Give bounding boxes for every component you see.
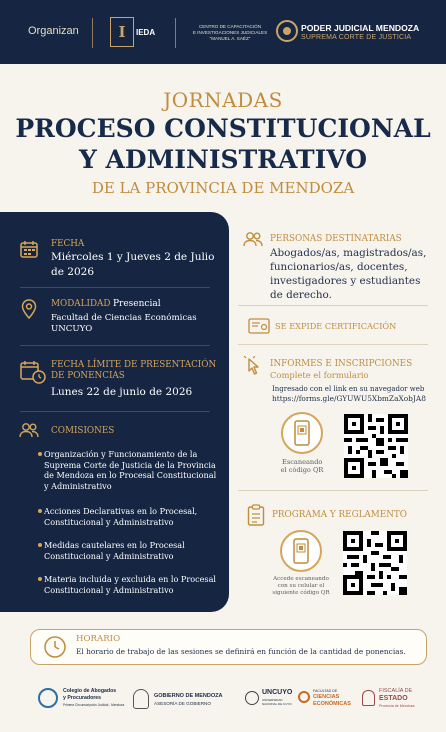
ieda-logo: I — [110, 17, 134, 47]
comision-item: Organización y Funcionamiento de la Suprema Corte de Justicia de la Provincia de Mendoza en lo Procesal Constitucional y Administrativo — [44, 449, 229, 491]
fecha-value: Miércoles 1 y Jueves 2 de Julio — [51, 251, 215, 263]
escaneando-line-1: Escaneando — [282, 458, 323, 466]
certificacion-label: SE EXPIDE CERTIFICACIÓN — [275, 321, 397, 331]
divider — [238, 490, 428, 491]
lugar-line-1: Facultad de Ciencias Económicas — [51, 313, 197, 323]
title-subtitle: DE LA PROVINCIA DE MENDOZA — [91, 179, 355, 197]
uncuyo-seal-icon — [245, 691, 259, 705]
facultad-economicas-logo: FACULTAD DE CIENCIAS ECONÓMICAS — [298, 689, 356, 713]
location-pin-icon — [21, 299, 37, 319]
divider — [20, 345, 210, 346]
accede-line-2: con su celular el — [277, 583, 325, 589]
calendar-clock-icon — [20, 360, 46, 384]
divider — [92, 18, 93, 48]
divider — [238, 305, 428, 306]
pointer-click-icon — [243, 356, 263, 378]
limite-label-1: FECHA LÍMITE DE PRESENTACIÓN — [51, 360, 217, 370]
bullet — [38, 543, 42, 547]
facultad-icon — [298, 691, 310, 703]
fecha-value-2: de 2026 — [51, 266, 94, 278]
programa-label: PROGRAMA Y REGLAMENTO — [272, 510, 407, 520]
divider — [20, 411, 210, 412]
uncuyo-logo: UNCUYO UNIVERSIDAD NACIONAL DE CUYO — [245, 689, 297, 713]
escaneando-line-2: el código QR — [280, 466, 324, 474]
seal-icon — [276, 20, 298, 42]
ingresado-text: Ingresado con el link en su navegador web — [272, 385, 425, 393]
colegio-abogados-logo: Colegio de Abogados y Procuradores Primera Circunscripción Judicial - Mendoza — [38, 687, 126, 711]
qr-code-inscripciones[interactable] — [344, 414, 408, 478]
comision-item: Acciones Declarativas en lo Procesal, Constitucional y Administrativo — [44, 506, 229, 527]
bullet — [38, 452, 42, 456]
form-link[interactable]: https://forms.gle/GYUWU5XbmZaXobJA8 — [272, 394, 426, 403]
poder-judicial-label: PODER JUDICIAL MENDOZA — [301, 23, 420, 33]
qr-code-programa[interactable] — [343, 531, 407, 595]
ieda-label: IEDA — [136, 28, 156, 37]
centro-capacitacion-logo: CENTRO DE CAPACITACIÓN E INVESTIGACIONES JUDICIALES "MANUEL A. SAÉZ" — [192, 24, 268, 41]
fiscalia-estado-logo: FISCALÍA DE ESTADO Provincia de Mendoza — [362, 688, 424, 714]
gobierno-mendoza-logo: GOBIERNO DE MENDOZA ASESORÍA DE GOBIERNO — [133, 689, 243, 711]
people-icon — [19, 422, 39, 438]
title-line-3: Y ADMINISTRATIVO — [78, 145, 368, 174]
comisiones-label: COMISIONES — [51, 426, 115, 436]
horario-label: HORARIO — [76, 634, 121, 644]
divider — [175, 18, 176, 48]
people-icon — [243, 231, 263, 247]
colegio-seal-icon — [38, 688, 58, 708]
bullet — [38, 509, 42, 513]
fecha-label: FECHA — [51, 239, 85, 249]
informes-sub: Complete el formulario — [270, 370, 369, 380]
details-panel — [0, 212, 229, 612]
clipboard-list-icon — [247, 504, 265, 526]
suprema-corte-label: SUPREMA CORTE DE JUSTICIA — [301, 34, 412, 41]
header-bar — [0, 0, 446, 64]
organizan-label: Organizan — [28, 25, 79, 37]
fiscalia-shield-icon — [362, 690, 375, 706]
divider — [20, 287, 210, 288]
limite-label-2: DE PONENCIAS — [51, 371, 125, 381]
personas-text: Abogados/as, magistrados/as, funcionarios/as, docentes, investigadores y estudiantes de derecho. — [270, 247, 427, 301]
informes-label: INFORMES E INSCRIPCIONES — [270, 359, 413, 369]
comision-item: Medidas cautelares en lo Procesal Constitucional y Administrativo — [44, 540, 229, 561]
phone-scan-icon — [280, 530, 322, 572]
modalidad-label: MODALIDAD — [51, 299, 111, 309]
title-jornadas: JORNADAS — [163, 88, 283, 112]
clock-icon — [43, 635, 67, 659]
lugar-line-2: UNCUYO — [51, 324, 93, 334]
certificate-icon — [248, 318, 270, 334]
limite-value: Lunes 22 de junio de 2026 — [51, 386, 193, 398]
title-line-2: PROCESO CONSTITUCIONAL — [15, 114, 431, 143]
bullet — [38, 577, 42, 581]
coat-of-arms-icon — [133, 689, 149, 709]
horario-text: El horario de trabajo de las sesiones se definirá en función de la cantidad de ponencias. — [76, 647, 406, 656]
phone-scan-icon — [281, 412, 323, 454]
comision-item: Materia incluida y excluida en lo Procesal Constitucional y Administrativo — [44, 574, 229, 595]
horario-box — [30, 629, 427, 665]
accede-line-3: siguiente código QR — [272, 590, 330, 596]
calendar-icon — [20, 240, 38, 258]
modalidad-value: Presencial — [113, 299, 161, 309]
accede-line-1: Accede escaneando — [273, 576, 329, 582]
divider — [238, 344, 428, 345]
personas-label: PERSONAS DESTINATARIAS — [270, 234, 402, 244]
